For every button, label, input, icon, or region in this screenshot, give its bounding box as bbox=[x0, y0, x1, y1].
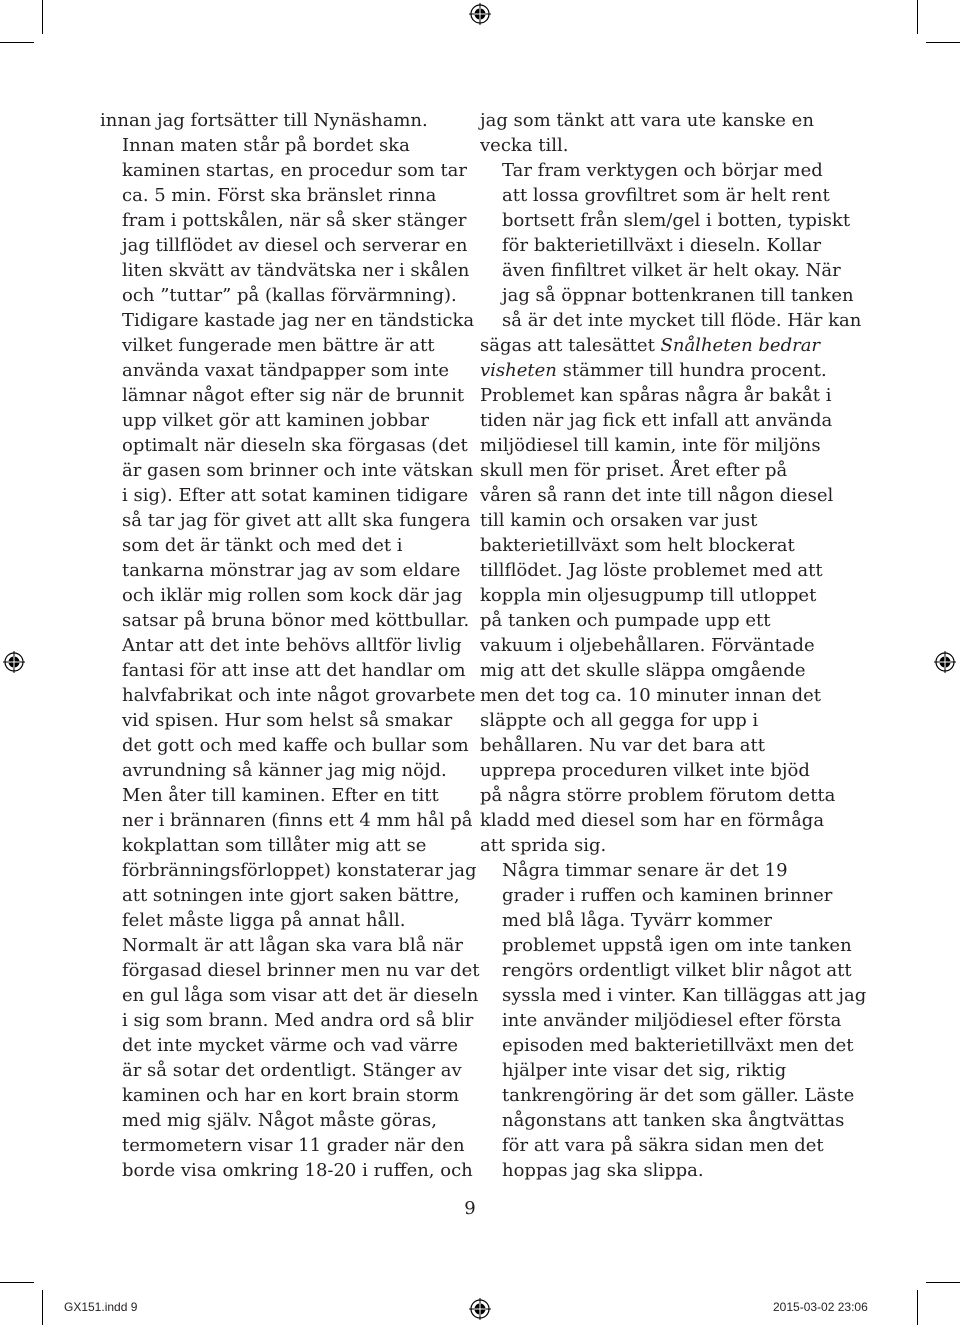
text-line: vid spisen. Hur som helst så smakar bbox=[122, 710, 453, 731]
text-line: kokplattan som tillåter mig att se bbox=[122, 835, 427, 856]
text-line: Antar att det inte behövs alltför livlig bbox=[122, 635, 462, 656]
text-line: bortsett från slem/gel i botten, typiskt bbox=[502, 210, 851, 231]
text-line: rengörs ordentligt vilket blir något att bbox=[502, 960, 852, 981]
text-line: hjälper inte visar det sig, riktig bbox=[502, 1060, 787, 1081]
idiom-text: visheten bbox=[480, 360, 557, 381]
text-line: kaminen och har en kort brain storm bbox=[122, 1085, 460, 1106]
text-line: att sotningen inte gjort saken bättre, bbox=[122, 885, 460, 906]
text-line: som det är tänkt och med det i bbox=[122, 535, 403, 556]
text-line: är gasen som brinner och inte vätskan bbox=[122, 460, 474, 481]
text-line: mig att det skulle släppa omgående bbox=[480, 660, 806, 681]
text-line: grader i ruffen och kaminen brinner bbox=[502, 885, 833, 906]
text-line: inte använder miljödiesel efter första bbox=[502, 1010, 842, 1031]
text-line: använda vaxat tändpapper som inte bbox=[122, 360, 449, 381]
text-line: lämnar något efter sig när de brunnit bbox=[122, 385, 465, 406]
text-line: Tar fram verktygen och börjar med bbox=[502, 160, 823, 181]
text-line: fantasi för att inse att det handlar om bbox=[122, 660, 466, 681]
text-line: behållaren. Nu var det bara att bbox=[480, 735, 765, 756]
text-line: någonstans att tanken ska ångtvättas bbox=[502, 1110, 845, 1131]
text-line: det gott och med kaffe och bullar som bbox=[122, 735, 469, 756]
paragraph bbox=[480, 108, 840, 158]
text-line: sägas att talesättet Snålheten bedrar bbox=[480, 335, 821, 356]
text-line: hoppas jag ska slippa. bbox=[502, 1160, 704, 1181]
text-line: men det tog ca. 10 minuter innan det bbox=[480, 685, 821, 706]
paragraph bbox=[100, 133, 476, 783]
text-line: skull men för priset. Året efter på bbox=[480, 460, 788, 481]
text-line: visheten stämmer till hundra procent. bbox=[480, 360, 827, 381]
text-line: halvfabrikat och inte något grovarbete bbox=[122, 685, 476, 706]
text-line: Tidigare kastade jag ner en tändsticka bbox=[122, 310, 475, 331]
text-line: koppla min oljesugpump till utloppet bbox=[480, 585, 817, 606]
text-line: syssla med i vinter. Kan tilläggas att jag bbox=[502, 985, 867, 1006]
text-line: för att vara på säkra sidan men det bbox=[502, 1135, 824, 1156]
idiom-text: Snålheten bedrar bbox=[660, 335, 821, 356]
text-line: är så sotar det ordentligt. Stänger av bbox=[122, 1060, 462, 1081]
text-line: vakuum i oljebehållaren. Förväntade bbox=[480, 635, 815, 656]
text-line: tankarna mönstrar jag av som eldare bbox=[122, 560, 461, 581]
text-line: med mig själv. Något måste göras, bbox=[122, 1110, 437, 1131]
text-line: för bakterietillväxt i dieseln. Kollar bbox=[502, 235, 822, 256]
crop-mark-bottom-left-h bbox=[0, 1282, 34, 1283]
crop-mark-top-right-h bbox=[926, 42, 960, 43]
crop-mark-top-left bbox=[42, 0, 43, 34]
text-line: borde visa omkring 18-20 i ruffen, och bbox=[122, 1160, 473, 1181]
text-line: tankrengöring är det som gäller. Läste bbox=[502, 1085, 855, 1106]
crop-mark-top-left-h bbox=[0, 42, 34, 43]
text-line: en gul låga som visar att det är dieseln bbox=[122, 985, 479, 1006]
text-line: Några timmar senare är det 19 bbox=[502, 860, 788, 881]
registration-mark-left-icon bbox=[3, 651, 25, 673]
text-line: kladd med diesel som har en förmåga bbox=[480, 810, 825, 831]
right-text-column bbox=[480, 108, 867, 1183]
text-line: att sprida sig. bbox=[480, 835, 607, 856]
text-line: förbränningsförloppet) konstaterar jag bbox=[122, 860, 477, 881]
text-line: på några större problem förutom detta bbox=[480, 785, 836, 806]
text-line: i sig som brann. Med andra ord så blir bbox=[122, 1010, 474, 1031]
paragraph bbox=[480, 858, 867, 1183]
slug-file-info: GX151.indd 9 bbox=[64, 1300, 138, 1314]
text-line: Problemet kan spåras några år bakåt i bbox=[480, 385, 832, 406]
left-text-column bbox=[100, 108, 480, 1183]
text-line: liten skvätt av tändvätska ner i skålen bbox=[122, 260, 470, 281]
registration-mark-bottom-icon bbox=[469, 1298, 491, 1320]
text-line: på tanken och pumpade upp ett bbox=[480, 610, 771, 631]
text-line: innan jag fortsätter till Nynäshamn. bbox=[100, 110, 428, 131]
text-line: Men åter till kaminen. Efter en titt bbox=[122, 785, 439, 806]
text-line: bakterietillväxt som helt blockerat bbox=[480, 535, 795, 556]
paragraph bbox=[480, 333, 840, 858]
text-line: jag tillflödet av diesel och serverar en bbox=[122, 235, 468, 256]
text-line: till kamin och orsaken var just bbox=[480, 510, 758, 531]
text-line: vilket fungerade men bättre är att bbox=[122, 335, 435, 356]
paragraph bbox=[100, 108, 455, 133]
text-line: jag som tänkt att vara ute kanske en bbox=[480, 110, 814, 131]
text-line: felet måste ligga på annat håll. bbox=[122, 910, 406, 931]
crop-mark-top-right bbox=[917, 0, 918, 34]
text-line: upp vilket gör att kaminen jobbar bbox=[122, 410, 429, 431]
text-line: fram i pottskålen, när så sker stänger bbox=[122, 210, 467, 231]
text-line: kaminen startas, en procedur som tar bbox=[122, 160, 468, 181]
text-line: det inte mycket värme och vad värre bbox=[122, 1035, 459, 1056]
text-line: och ”tuttar” på (kallas förvärmning). bbox=[122, 285, 457, 306]
paragraph bbox=[100, 783, 480, 1183]
text-line: miljödiesel till kamin, inte för miljöns bbox=[480, 435, 821, 456]
text-line: tiden när jag fick ett infall att använda bbox=[480, 410, 833, 431]
text-line: termometern visar 11 grader när den bbox=[122, 1135, 465, 1156]
text-line: vecka till. bbox=[480, 135, 569, 156]
text-line: optimalt när dieseln ska förgasas (det bbox=[122, 435, 468, 456]
text-line: episoden med bakterietillväxt men det bbox=[502, 1035, 854, 1056]
text-line: upprepa proceduren vilket inte bjöd bbox=[480, 760, 810, 781]
text-line: ca. 5 min. Först ska bränslet rinna bbox=[122, 185, 437, 206]
crop-mark-bottom-right-h bbox=[926, 1282, 960, 1283]
registration-mark-right-icon bbox=[934, 651, 956, 673]
crop-mark-bottom-right bbox=[917, 1290, 918, 1325]
text-line: satsar på bruna bönor med köttbullar. bbox=[122, 610, 470, 631]
text-line: släppte och all gegga for upp i bbox=[480, 710, 759, 731]
text-line: Innan maten står på bordet ska bbox=[122, 135, 410, 156]
text-line: så tar jag för givet att allt ska fungera bbox=[122, 510, 471, 531]
text-line: med blå låga. Tyvärr kommer bbox=[502, 910, 773, 931]
registration-mark-top-icon bbox=[469, 3, 491, 25]
text-line: så är det inte mycket till flöde. Här kan bbox=[502, 310, 862, 331]
text-line: att lossa grovfiltret som är helt rent bbox=[502, 185, 830, 206]
text-line: Normalt är att lågan ska vara blå när bbox=[122, 935, 463, 956]
text-line: avrundning så känner jag mig nöjd. bbox=[122, 760, 447, 781]
text-line: våren så rann det inte till någon diesel bbox=[480, 485, 834, 506]
text-line: även finfiltret vilket är helt okay. När bbox=[502, 260, 841, 281]
crop-mark-bottom-left bbox=[42, 1290, 43, 1325]
text-line: förgasad diesel brinner men nu var det bbox=[122, 960, 480, 981]
text-line: ner i brännaren (finns ett 4 mm hål på bbox=[122, 810, 473, 831]
text-line: och iklär mig rollen som kock där jag bbox=[122, 585, 463, 606]
slug-date-time: 2015-03-02 23:06 bbox=[773, 1300, 868, 1314]
text-line: tillflödet. Jag löste problemet med att bbox=[480, 560, 823, 581]
text-line: problemet uppstå igen om inte tanken bbox=[502, 935, 852, 956]
paragraph bbox=[480, 158, 862, 333]
text-line: i sig). Efter att sotat kaminen tidigare bbox=[122, 485, 469, 506]
page-number: 9 bbox=[464, 1198, 476, 1219]
text-line: jag så öppnar bottenkranen till tanken bbox=[502, 285, 854, 306]
